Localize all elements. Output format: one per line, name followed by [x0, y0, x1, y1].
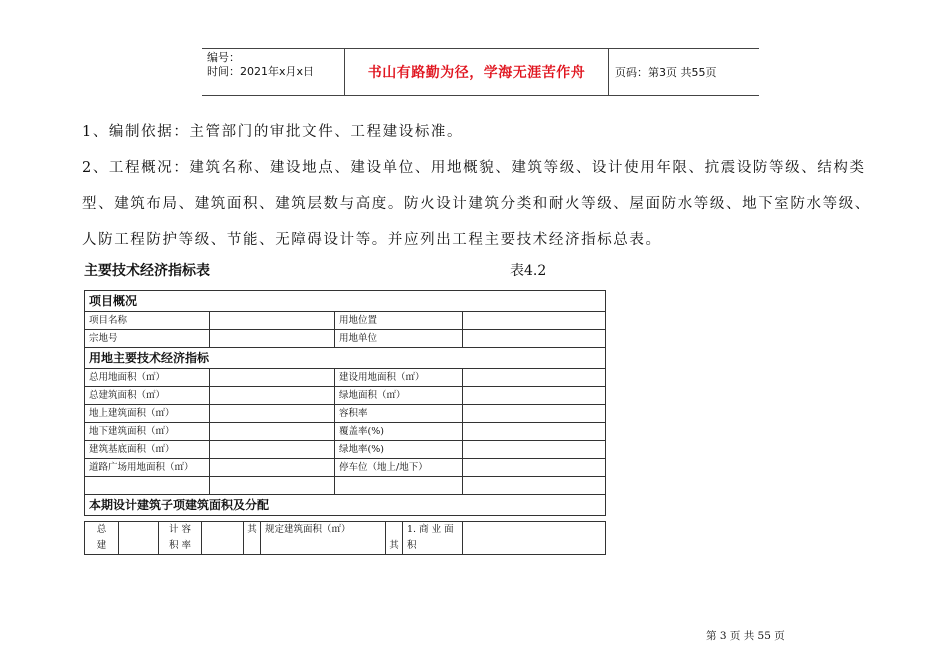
- cell-label: 绿地率(%): [335, 441, 463, 459]
- header-slogan: 书山有路勤为径，学海无涯苦作舟: [344, 49, 609, 95]
- cell-value[interactable]: [119, 522, 159, 555]
- section-row: [85, 291, 606, 312]
- cell-label: 停车位（地上/地下）: [335, 459, 463, 477]
- cell-label: 道路广场用地面积（㎡）: [85, 459, 210, 477]
- cell-label: 宗地号: [85, 330, 210, 348]
- section-row: [85, 495, 606, 516]
- cell-value[interactable]: [463, 405, 606, 423]
- cell-qi: 其: [386, 522, 403, 555]
- section-land-indicators: 用地主要技术经济指标: [85, 348, 606, 369]
- cell-label: 总用地面积（㎡）: [85, 369, 210, 387]
- cell-value[interactable]: [463, 441, 606, 459]
- cell-label: 总建筑面积（㎡）: [85, 387, 210, 405]
- cell-text: 1. 商 业 面: [407, 524, 454, 535]
- cell-empty[interactable]: [335, 477, 463, 495]
- cell-value[interactable]: [210, 441, 335, 459]
- cell-text: 建: [96, 540, 107, 551]
- cell-label: 覆盖率(%): [335, 423, 463, 441]
- cell-value[interactable]: [463, 522, 606, 555]
- section-building-area: 本期设计建筑子项建筑面积及分配: [85, 495, 606, 516]
- cell-total-build: [85, 522, 119, 555]
- header-page-info: 页码：第3页 共55页: [615, 66, 717, 79]
- cell-empty[interactable]: [463, 477, 606, 495]
- page-footer: 第 3 页 共 55 页: [706, 630, 785, 642]
- header-meta: [202, 49, 344, 95]
- table-row: [85, 459, 606, 477]
- cell-value[interactable]: [463, 312, 606, 330]
- cell-value[interactable]: [202, 522, 244, 555]
- table-row: [85, 330, 606, 348]
- cell-regulated-area: 规定建筑面积（㎡）: [261, 522, 386, 555]
- cell-label: 建设用地面积（㎡）: [335, 369, 463, 387]
- cell-label: 项目名称: [85, 312, 210, 330]
- table-title: 主要技术经济指标表: [84, 263, 210, 279]
- cell-value[interactable]: [210, 459, 335, 477]
- cell-label: 地下建筑面积（㎡）: [85, 423, 210, 441]
- cell-text: 计 容: [168, 524, 192, 535]
- table-row: [85, 405, 606, 423]
- indicator-table: [84, 290, 606, 516]
- cell-value[interactable]: [210, 330, 335, 348]
- cell-label: 容积率: [335, 405, 463, 423]
- section-row: [85, 348, 606, 369]
- cell-value[interactable]: [210, 312, 335, 330]
- cell-value[interactable]: [463, 387, 606, 405]
- cell-text: 积: [407, 540, 417, 551]
- cell-label: 绿地面积（㎡）: [335, 387, 463, 405]
- cell-text: 积 率: [168, 540, 192, 551]
- cell-value[interactable]: [463, 459, 606, 477]
- cell-value[interactable]: [463, 423, 606, 441]
- cell-value[interactable]: [463, 369, 606, 387]
- cell-value[interactable]: [210, 387, 335, 405]
- table-row: [85, 423, 606, 441]
- page-header: [202, 48, 759, 96]
- cell-far: [159, 522, 202, 555]
- cell-text: 总: [96, 524, 107, 535]
- cell-empty[interactable]: [210, 477, 335, 495]
- paragraph-overview: 2、工程概况：建筑名称、建设地点、建设单位、用地概貌、建筑等级、设计使用年限、抗震设防等级、结构类型、建筑布局、建筑面积、建筑层数与高度。防火设计建筑分类和耐火等级、屋面防水等级、地下室防水等级、人防工程防护等级、节能、无障碍设计等。并应列出工程主要技术经济指标总表。: [82, 160, 871, 248]
- table-row: [85, 312, 606, 330]
- table-number: 表4.2: [510, 263, 547, 279]
- doc-number-label: 编号：: [207, 51, 240, 64]
- cell-label: 地上建筑面积（㎡）: [85, 405, 210, 423]
- cell-empty[interactable]: [85, 477, 210, 495]
- table-row: [85, 441, 606, 459]
- cell-qi: 其: [244, 522, 261, 555]
- cell-label: 建筑基底面积（㎡）: [85, 441, 210, 459]
- paragraph-basis: 1、编制依据：主管部门的审批文件、工程建设标准。: [82, 124, 464, 140]
- cell-value[interactable]: [463, 330, 606, 348]
- cell-value[interactable]: [210, 369, 335, 387]
- cell-value[interactable]: [210, 405, 335, 423]
- doc-time-label: 时间：2021年x月x日: [207, 65, 315, 78]
- table-row: [85, 369, 606, 387]
- table-row: [85, 522, 606, 555]
- table-row-empty: [85, 477, 606, 495]
- building-area-table: [84, 521, 606, 555]
- table-row: [85, 387, 606, 405]
- cell-commercial-area: [403, 522, 463, 555]
- section-project-overview: 项目概况: [85, 291, 606, 312]
- cell-label: 用地位置: [335, 312, 463, 330]
- cell-value[interactable]: [210, 423, 335, 441]
- cell-label: 用地单位: [335, 330, 463, 348]
